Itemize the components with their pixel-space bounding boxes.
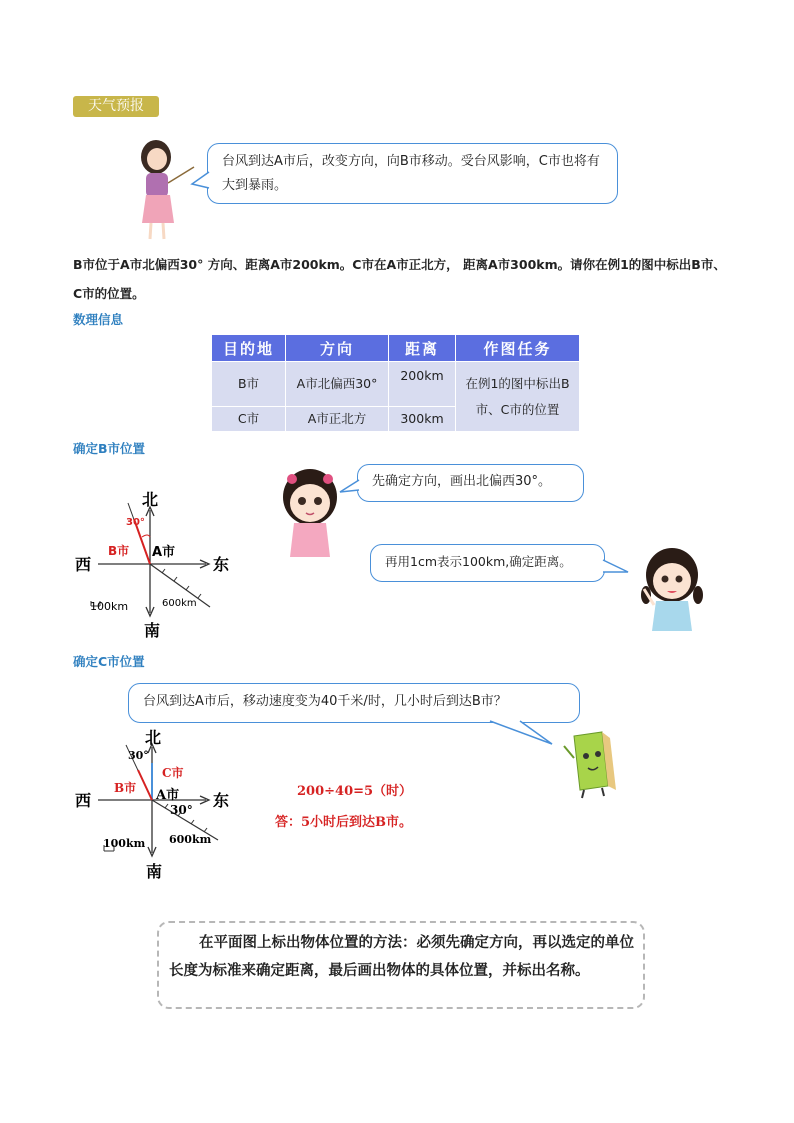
angle-label: 30° <box>126 517 145 528</box>
table-header: 目的地 <box>212 335 286 362</box>
calculation-text: 200÷40=5（时） <box>297 784 413 799</box>
girl-pointing-illustration <box>636 545 704 633</box>
summary-box <box>157 921 645 1009</box>
distance-label: 600km <box>169 833 212 846</box>
book-speech-text: 台风到达A市后，移动速度变为40千米/时，几小时后到达B市？ <box>143 694 507 709</box>
problem-text: B市位于A市北偏西30° 方向、距离A市200km。C市在A市正北方， 距离A市300km。请你在例1的图中标出B市、C市的位置。 <box>73 257 726 301</box>
west-label: 西 <box>75 555 92 574</box>
table-row <box>212 362 580 407</box>
scale-label: 100km <box>90 600 129 613</box>
a-city-label: A市 <box>152 545 176 560</box>
bubble-tail <box>602 558 630 578</box>
table-cell: C市 <box>212 407 286 432</box>
b-city-label: B市 <box>114 781 137 795</box>
bubble-tail <box>190 170 210 192</box>
table-header: 距离 <box>389 335 456 362</box>
book-speech-bubble <box>128 683 580 723</box>
girl2-speech-text: 再用1cm表示100km,确定距离。 <box>385 554 572 569</box>
data-section-title: 数理信息 <box>73 312 124 327</box>
table-cell: A市北偏西30° <box>286 362 389 407</box>
scale-label: 100km <box>103 837 146 850</box>
table-cell: A市正北方 <box>286 407 389 432</box>
answer-text: 答：5小时后到达B市。 <box>275 815 413 830</box>
girl-thinking-illustration <box>280 465 340 560</box>
table-cell: 300km <box>389 407 456 432</box>
table-cell: 在例1的图中标出B市、C市的位置 <box>456 362 580 432</box>
table-cell: 200km <box>389 362 456 407</box>
girl1-speech-text: 先确定方向，画出北偏西30°。 <box>372 474 552 489</box>
bubble-tail <box>480 720 555 746</box>
teacher-speech-text: 台风到达A市后，改变方向，向B市移动。受台风影响，C市也将有大到暴雨。 <box>222 154 600 193</box>
summary-text: 在平面图上标出物体位置的方法：必须先确定方向，再以选定的单位长度为标准来确定距离，最后画出物体的具体位置，并标出名称。 <box>169 935 634 979</box>
book-mascot-illustration <box>560 728 622 800</box>
info-table <box>211 334 580 432</box>
weather-tag: 天气预报 <box>73 96 159 117</box>
north-label: 北 <box>145 728 162 747</box>
b-city-label: B市 <box>108 544 130 558</box>
compass-diagram-1 <box>70 485 240 645</box>
compass-diagram-2 <box>70 725 240 885</box>
table-header: 方向 <box>286 335 389 362</box>
south-label: 南 <box>144 621 161 640</box>
teacher-speech-bubble <box>207 143 618 204</box>
bubble-tail <box>338 478 360 498</box>
table-header-row <box>212 335 580 362</box>
east-label: 东 <box>213 555 230 574</box>
girl2-speech-bubble <box>370 544 605 582</box>
west-label: 西 <box>75 791 92 810</box>
section-c-title: 确定C市位置 <box>73 654 145 669</box>
table-cell: B市 <box>212 362 286 407</box>
c-city-label: C市 <box>162 766 184 780</box>
girl1-speech-bubble <box>357 464 584 502</box>
distance-label: 600km <box>162 598 197 609</box>
section-b-title: 确定B市位置 <box>73 441 146 456</box>
table-header: 作图任务 <box>456 335 580 362</box>
angle-top-label: 30° <box>128 749 149 762</box>
south-label: 南 <box>146 862 163 881</box>
east-label: 东 <box>213 791 230 810</box>
a-city-label: A市 <box>156 788 180 803</box>
north-label: 北 <box>142 490 159 509</box>
angle-right-label: 30° <box>170 803 193 817</box>
